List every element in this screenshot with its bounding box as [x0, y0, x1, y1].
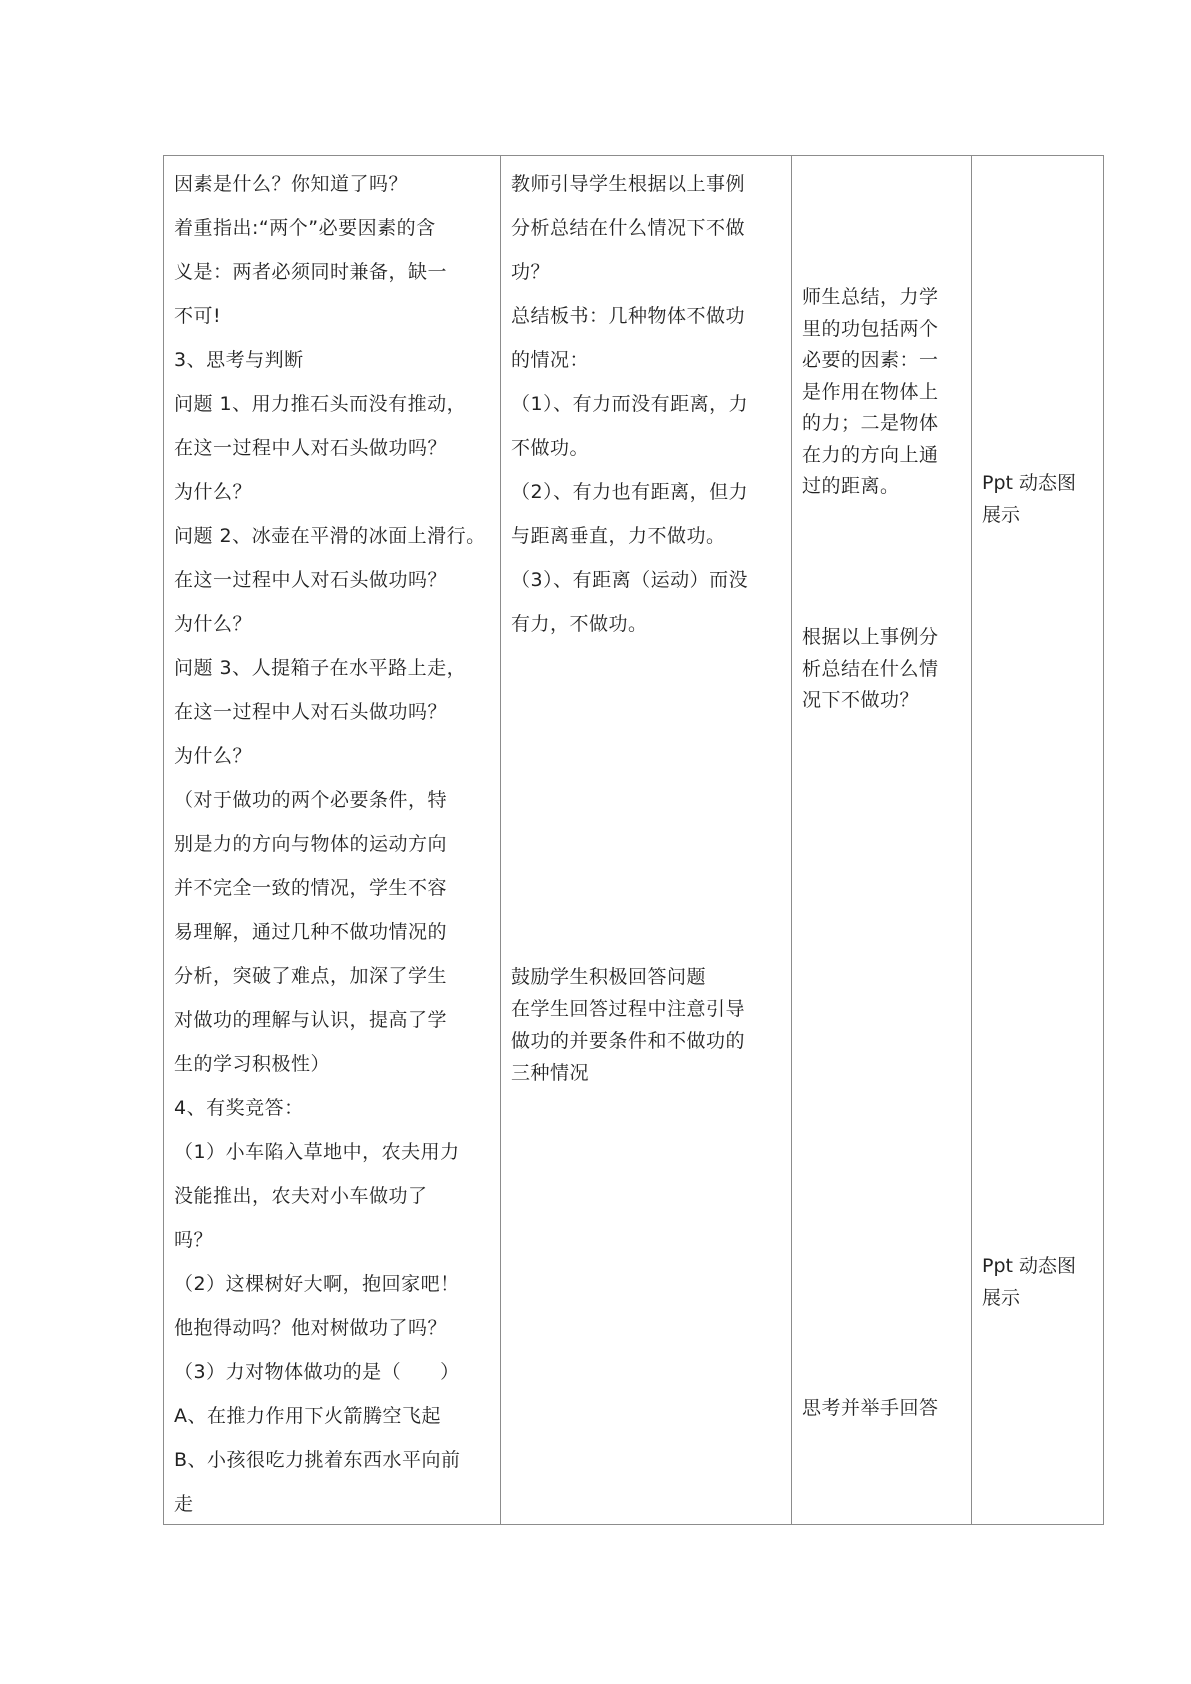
teacher-encourage-text — [511, 961, 745, 1089]
text-line: 4、有奖竞答： — [174, 1097, 304, 1119]
text-line: 问题 1、用力推石头而没有推动， — [174, 393, 467, 415]
text-line: （2）、有力也有距离，但力 — [511, 481, 749, 503]
teaching-content-cell — [164, 156, 501, 1525]
text-line: 功？ — [511, 261, 551, 283]
text-line: 别是力的方向与物体的运动方向 — [174, 833, 448, 855]
text-line: 展示 — [982, 1286, 1021, 1309]
text-line: 义是：两者必须同时兼备，缺一 — [174, 261, 448, 283]
text-line: 生的学习积极性） — [174, 1053, 331, 1075]
student-analysis-text — [802, 622, 939, 717]
lesson-plan-table — [163, 155, 1104, 1525]
text-line: 鼓励学生积极回答问题 — [511, 966, 707, 988]
text-line: 在这一过程中人对石头做功吗？ — [174, 701, 448, 723]
text-line: 必要的因素：一 — [802, 349, 939, 371]
text-line: 的力；二是物体 — [802, 412, 939, 434]
teacher-summary-text — [511, 162, 748, 646]
media-cell — [972, 156, 1104, 1525]
text-line: （3）力对物体做功的是（ ） — [174, 1361, 460, 1383]
text-line: 师生总结，力学 — [802, 286, 939, 308]
text-line: 他抱得动吗？他对树做功了吗？ — [174, 1317, 448, 1339]
text-line: 不做功。 — [511, 437, 590, 459]
text-line: 在这一过程中人对石头做功吗？ — [174, 569, 448, 591]
text-line: 为什么？ — [174, 745, 253, 767]
text-line: 易理解，通过几种不做功情况的 — [174, 921, 448, 943]
text-line: 对做功的理解与认识，提高了学 — [174, 1009, 448, 1031]
text-line: 展示 — [982, 503, 1021, 526]
text-line: 问题 3、人提箱子在水平路上走， — [174, 657, 467, 679]
text-line: 教师引导学生根据以上事例 — [511, 173, 746, 195]
text-line: 不可! — [174, 305, 222, 327]
text-line: 的情况： — [511, 349, 590, 371]
text-line: 与距离垂直，力不做功。 — [511, 525, 726, 547]
student-answer-text — [802, 1393, 939, 1425]
text-line: 里的功包括两个 — [802, 317, 939, 340]
text-line: 因素是什么？你知道了吗？ — [174, 173, 409, 195]
text-line: 根据以上事例分 — [802, 626, 939, 648]
text-line: 在这一过程中人对石头做功吗？ — [174, 437, 448, 459]
text-line: 分析总结在什么情况下不做 — [511, 217, 746, 239]
text-line: B、小孩很吃力挑着东西水平向前 — [174, 1449, 461, 1471]
text-line: A、在推力作用下火箭腾空飞起 — [174, 1405, 441, 1427]
text-line: 着重指出:“两个”必要因素的含 — [174, 217, 436, 239]
text-line: （对于做功的两个必要条件，特 — [174, 789, 448, 811]
text-line: 总结板书：几种物体不做功 — [511, 305, 746, 327]
text-line: 三种情况 — [511, 1062, 590, 1084]
teaching-content-text — [174, 162, 486, 1526]
text-line: 况下不做功？ — [802, 689, 920, 711]
text-line: 没能推出，农夫对小车做功了 — [174, 1185, 428, 1207]
text-line: 在学生回答过程中注意引导 — [511, 998, 746, 1020]
text-line: 为什么？ — [174, 481, 253, 503]
text-line: （1）、有力而没有距离，力 — [511, 393, 749, 415]
text-line: 问题 2、冰壶在平滑的冰面上滑行。 — [174, 525, 486, 547]
text-line: 并不完全一致的情况，学生不容 — [174, 877, 448, 899]
text-line: 走 — [174, 1493, 194, 1515]
text-line: Ppt 动态图 — [982, 472, 1077, 494]
text-line: Ppt 动态图 — [982, 1255, 1077, 1277]
text-line: （2）这棵树好大啊，抱回家吧！ — [174, 1273, 460, 1295]
ppt-note-1 — [982, 468, 1076, 531]
student-summary-text — [802, 282, 939, 503]
text-line: 析总结在什么情 — [802, 657, 939, 680]
text-line: 在力的方向上通 — [802, 443, 939, 466]
student-activity-cell — [792, 156, 972, 1525]
ppt-note-2 — [982, 1251, 1076, 1314]
text-line: 过的距离。 — [802, 475, 900, 497]
text-line: 思考并举手回答 — [802, 1397, 939, 1419]
text-line: 为什么？ — [174, 613, 253, 635]
text-line: 分析，突破了难点，加深了学生 — [174, 965, 448, 987]
text-line: 吗？ — [174, 1229, 214, 1251]
text-line: （3）、有距离（运动）而没 — [511, 569, 749, 591]
text-line: 有力，不做功。 — [511, 613, 648, 635]
teacher-activity-cell — [501, 156, 792, 1525]
text-line: 是作用在物体上 — [802, 380, 939, 403]
table-row — [164, 156, 1104, 1525]
text-line: 3、思考与判断 — [174, 349, 304, 371]
text-line: （1）小车陷入草地中，农夫用力 — [174, 1141, 460, 1163]
text-line: 做功的并要条件和不做功的 — [511, 1030, 746, 1052]
